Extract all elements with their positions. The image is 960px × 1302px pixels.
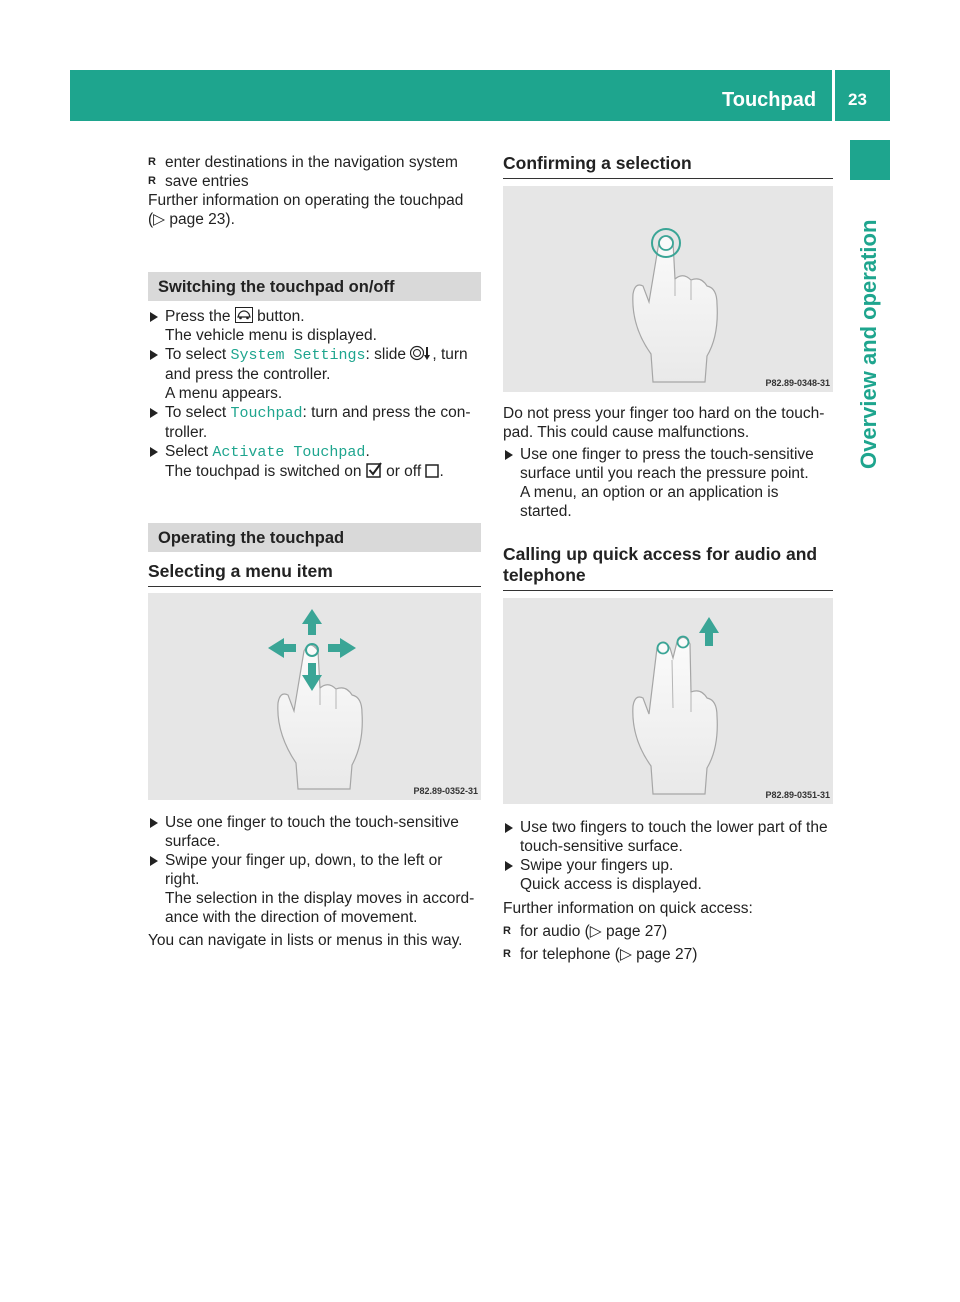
hand-swipe-illustration [148, 593, 481, 800]
step-item: Swipe your finger up, down, to the left or right. The selection in the display moves in accord- ance with the direction of movement. [148, 851, 481, 927]
list-item: R enter destinations in the navigation system [148, 153, 481, 172]
car-icon [235, 307, 253, 323]
menu-item-system-settings: System Settings [230, 347, 366, 364]
controller-slide-icon [410, 345, 432, 361]
figure-press-gesture [503, 186, 833, 392]
header-separator [832, 70, 835, 121]
intro-page-ref: (▷ page 23). [148, 211, 235, 228]
intro-text: Further information on operating the touchpad [148, 192, 464, 209]
list-item-telephone-ref: R for telephone (▷ page 27) [503, 945, 833, 964]
page-header-title: Touchpad [722, 89, 817, 111]
figure-code: P82.89-0351-31 [765, 790, 830, 800]
body-text: Do not press your finger too hard on the touch- pad. This could cause malfunctions. [503, 405, 825, 441]
list-item: R save entries [148, 172, 481, 191]
list-item-audio-ref: R for audio (▷ page 27) [503, 922, 833, 941]
right-column [503, 153, 833, 964]
step-item: Press the button. The vehicle menu is displayed. [148, 307, 481, 345]
step-item: Swipe your fingers up. Quick access is displayed. [503, 856, 833, 894]
hand-two-finger-illustration [503, 598, 833, 804]
step-item: Select Activate Touchpad. The touchpad is switched on or off . [148, 442, 481, 481]
checkbox-checked-icon [366, 462, 382, 478]
step-item: To select Touchpad: turn and press the con- troller. [148, 403, 481, 442]
checkbox-empty-icon [425, 464, 439, 478]
step-item: Use one finger to touch the touch-sensitive surface. [148, 813, 481, 851]
further-info-text: Further information on quick access: [503, 900, 753, 917]
closing-text: You can navigate in lists or menus in this way. [148, 932, 463, 949]
subheading-selecting-menu-item: Selecting a menu item [148, 561, 481, 587]
heading-confirming-selection: Confirming a selection [503, 153, 833, 179]
figure-code: P82.89-0352-31 [413, 786, 478, 796]
hand-press-illustration [503, 186, 833, 392]
step-item: Use one finger to press the touch-sensitive surface until you reach the pressure point. A menu, an option or an application is started. [503, 445, 833, 521]
figure-code: P82.89-0348-31 [765, 378, 830, 388]
side-tab-label: Overview and operation [856, 220, 881, 470]
page-number: 23 [848, 90, 867, 109]
menu-item-touchpad: Touchpad [230, 405, 303, 422]
side-tab-block [850, 140, 890, 180]
figure-two-finger-gesture [503, 598, 833, 804]
step-item: To select System Settings: slide , turn and press the controller. A menu appears. [148, 345, 481, 403]
heading-quick-access: Calling up quick access for audio and telephone [503, 544, 833, 591]
section-heading-operating: Operating the touchpad [148, 523, 481, 552]
menu-item-activate-touchpad: Activate Touchpad [212, 444, 366, 461]
section-heading-switching: Switching the touchpad on/off [148, 272, 481, 301]
figure-swipe-gesture [148, 593, 481, 800]
step-item: Use two fingers to touch the lower part of the touch-sensitive surface. [503, 818, 833, 856]
left-column [148, 153, 481, 950]
